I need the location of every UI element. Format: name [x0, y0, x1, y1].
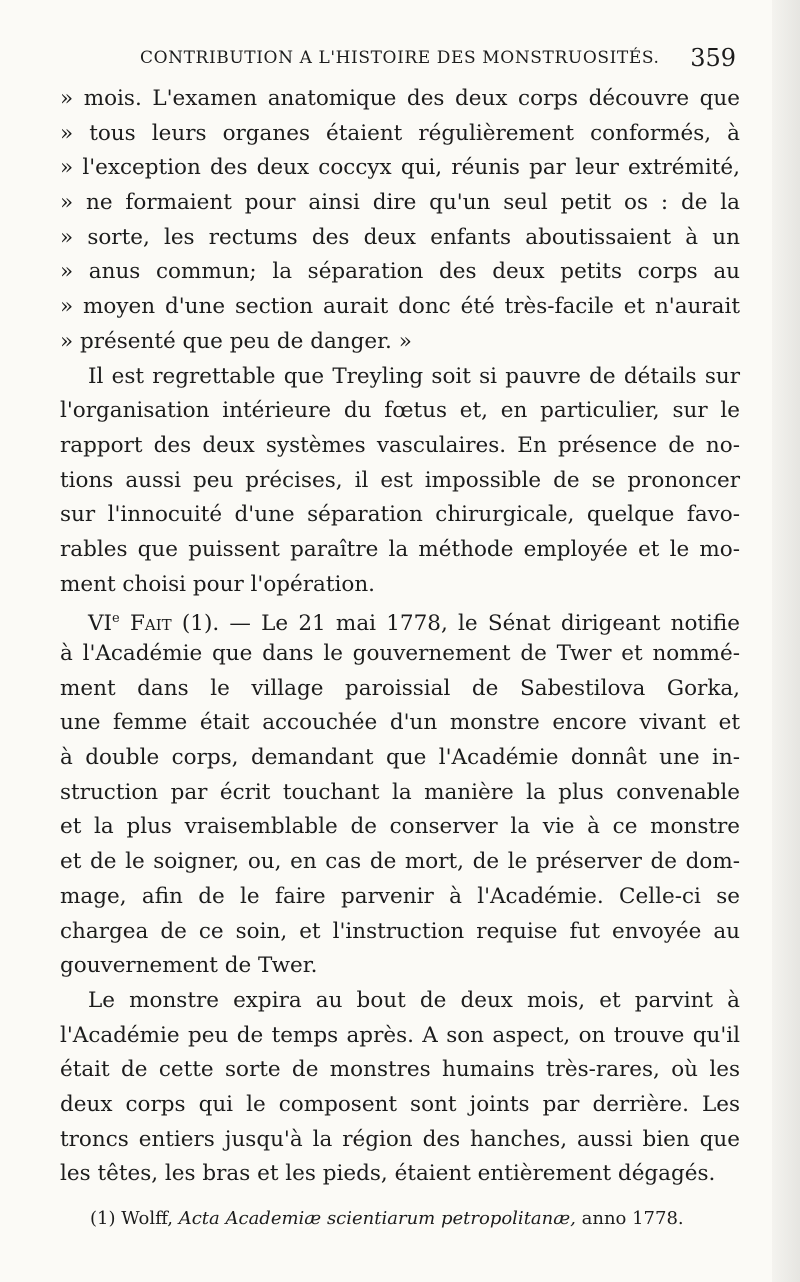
- text-line: » mois. L'examen anatomique des deux corps découvre que: [60, 86, 740, 111]
- text-line: ment choisi pour l'opération.: [60, 571, 376, 597]
- text-line: l'organisation intérieure du fœtus et, en particulier, sur le: [60, 398, 740, 424]
- text-line: sur l'innocuité d'une séparation chirurgicale, quelque favo-: [60, 502, 740, 528]
- page-header: [140, 44, 736, 78]
- footnote-marker: (1): [90, 1208, 116, 1229]
- text-line: mage, afin de le faire parvenir à l'Académie. Celle-ci se: [60, 883, 740, 909]
- fact-heading-line: [60, 602, 740, 637]
- text-line: rapport des deux systèmes vasculaires. En présence de no-: [60, 432, 740, 458]
- paragraph-quotation: [60, 82, 740, 360]
- text-line: était de cette sorte de monstres humains très-rares, où les: [60, 1057, 740, 1083]
- paragraph-monster-description: [60, 984, 740, 1192]
- text-line: à l'Académie que dans le gouvernement de Twer et nommé-: [60, 641, 740, 666]
- footnote-year: anno 1778.: [581, 1208, 684, 1229]
- text-line: chargea de ce soin, et l'instruction requise fut envoyée au: [60, 918, 740, 944]
- text-line: » l'exception des deux coccyx qui, réunis par leur extrémité,: [60, 155, 740, 181]
- text-line: et la plus vraisemblable de conserver la vie à ce monstre: [60, 814, 740, 840]
- text-line: » sorte, les rectums des deux enfants aboutissaient à un: [60, 224, 740, 250]
- footnote-author: Wolff,: [121, 1208, 173, 1229]
- text-line: les têtes, les bras et les pieds, étaient entièrement dégagés.: [60, 1161, 716, 1187]
- text-line: troncs entiers jusqu'à la région des hanches, aussi bien que: [60, 1126, 740, 1152]
- text-line: une femme était accouchée d'un monstre encore vivant et: [60, 710, 740, 736]
- text-line: » moyen d'une section aurait donc été très-facile et n'aurait: [60, 294, 740, 320]
- fact-word: Fait: [129, 611, 172, 637]
- text-line: ment dans le village paroissial de Sabestilova Gorka,: [60, 675, 740, 701]
- body-text: [60, 82, 740, 1192]
- text-line: » ne formaient pour ainsi dire qu'un seul petit os : de la: [60, 190, 740, 216]
- footnote-title: Acta Academiæ scientiarum petropolitanæ,: [178, 1208, 576, 1229]
- fact-number: VI: [88, 611, 113, 637]
- fact-heading-rest: (1). — Le 21 mai 1778, le Sénat dirigeant notifie: [171, 611, 740, 637]
- paragraph-treyling: [60, 360, 740, 603]
- text-line: deux corps qui le composent sont joints par derrière. Les: [60, 1091, 740, 1117]
- text-line: » tous leurs organes étaient régulièrement conformés, à: [60, 120, 740, 146]
- text-line: Il est regrettable que Treyling soit si pauvre de détails sur: [88, 363, 740, 389]
- text-line: struction par écrit touchant la manière la plus convenable: [60, 779, 740, 805]
- paragraph-sixth-fact: [60, 602, 740, 984]
- text-line: » présenté que peu de danger. »: [60, 328, 412, 354]
- text-line: rables que puissent paraître la méthode employée et le mo-: [60, 536, 740, 562]
- page-edge-shadow: [772, 0, 800, 1282]
- text-line: tions aussi peu précises, il est impossible de se prononcer: [60, 467, 740, 493]
- text-line: » anus commun; la séparation des deux petits corps au: [60, 259, 740, 285]
- text-line: et de le soigner, ou, en cas de mort, de le préserver de dom-: [60, 849, 740, 875]
- fact-number-sup: e: [112, 611, 120, 627]
- text-line: gouvernement de Twer.: [60, 953, 318, 979]
- footnote: [90, 1208, 730, 1229]
- running-title: CONTRIBUTION A L'HISTOIRE DES MONSTRUOSITÉS.: [140, 48, 660, 68]
- text-line: l'Académie peu de temps après. A son aspect, on trouve qu'il: [60, 1022, 740, 1048]
- text-line: Le monstre expira au bout de deux mois, et parvint à: [88, 987, 740, 1013]
- text-line: à double corps, demandant que l'Académie donnât une in-: [60, 745, 740, 771]
- page-number: 359: [690, 44, 736, 72]
